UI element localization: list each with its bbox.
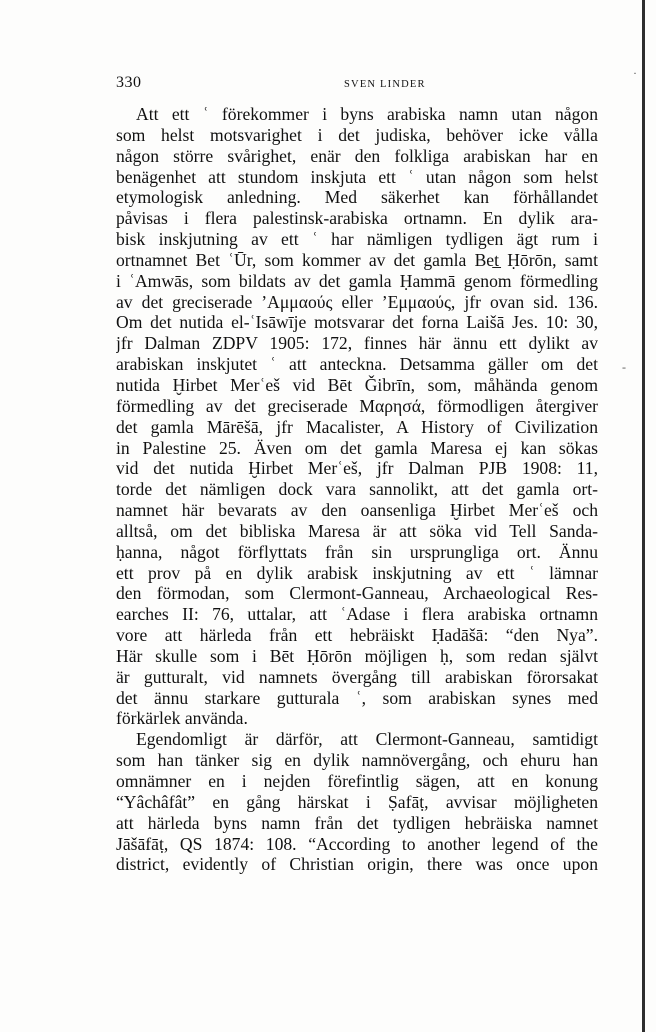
text-line: någon större svårighet, enär den folkliga arabiskan har en [116,145,598,166]
text-line: det gamla Mārēšā, jfr Macalister, A History of Civilization [116,416,598,437]
text-line: är gutturalt, vid namnets övergång till arabiskan förorsakat [116,666,598,687]
text-line: som helst motsvarighet i det judiska, behöver icke vålla [116,124,598,145]
text-line: namnet här bevarats av den oansenliga Ḫirbet Merʿeš och [116,500,598,521]
text-line: Att ett ʿ förekommer i byns arabiska namn utan någon [136,104,598,124]
text-line: i ʿAmwās, som bildats av det gamla Ḥammā genom förmedling [116,270,598,291]
text-line: earches II: 76, uttalar, att ʿAdase i flera arabiska ortnamn [116,604,598,625]
text-line: in Palestine 25. Även om det gamla Maresa ej kan sökas [116,437,598,458]
text-line: det ännu starkare gutturala ʿ, som arabiskan synes med [116,687,598,708]
text-line: etymologisk anledning. Med säkerhet kan förhållandet [116,187,598,208]
text-line: bisk inskjutning av ett ʿ har nämligen tydligen ägt rum i [116,229,598,250]
text-line: jfr Dalman ZDPV 1905: 172, finnes här ännu ett dylikt av [116,333,598,354]
margin-mark: - [622,360,626,374]
text-line: vore att härleda från ett hebräiskt Ḥadāšā: “den Nya”. [116,625,598,646]
text-line: Egendomligt är därför, att Clermont-Ganneau, samtidigt [136,729,598,750]
text-line: torde det nämligen dock vara sannolikt, att det gamla ort- [116,479,598,500]
running-head [116,74,596,96]
text-line: Om det nutida el-ʿIsāwīje motsvarar det forna Laišā Jes. 10: 30, [116,312,598,333]
body-text [116,104,598,875]
text-line: benägenhet att stundom inskjuta ett ʿ utan någon som helst [116,166,598,187]
text-line: ortnamnet Bet ʿŪr, som kommer av det gamla Bet̲ Ḥōrōn, samt [116,249,598,270]
text-line: ett prov på en dylik arabisk inskjutning av ett ʿ lämnar [116,562,598,583]
text-line: arabiskan inskjutet ʿ att anteckna. Detsamma gäller om det [116,354,598,375]
text-line: omnämner en i nejden förefintlig sägen, att en konung [116,771,598,791]
text-line: district, evidently of Christian origin, there was once upon [116,854,598,875]
running-title: SVEN LINDER [344,79,426,90]
text-line: som han tänker sig en dylik namnövergång, och ehuru han [116,750,598,771]
text-line: påvisas i flera palestinsk-arabiska ortnamn. En dylik ara- [116,208,598,229]
text-line: nutida Ḫirbet Merʿeš vid Bēt Ǧibrīn, som, måhända genom [116,374,598,395]
text-line: “Yâchâfât” en gång härskat i Ṣafāṭ, avvisar möjligheten [116,791,598,812]
text-line: Jāšāfāṭ, QS 1874: 108. “According to another legend of the [116,833,598,854]
page-number: 330 [116,74,142,91]
scan-speck: · [633,66,637,80]
text-line: förkärlek använda. [116,708,248,729]
scan-edge [642,0,645,1032]
text-line: Här skulle som i Bēt Ḥōrōn möjligen ḥ, som redan självt [116,645,598,666]
text-line: ḥanna, något förflyttats från sin ursprungliga ort. Ännu [116,541,598,562]
text-line: att härleda byns namn från det tydligen hebräiska namnet [116,812,598,833]
text-line: vid det nutida Ḫirbet Merʿeš, jfr Dalman PJB 1908: 11, [116,458,598,479]
text-line: den förmodan, som Clermont-Ganneau, Archaeological Res- [116,583,598,604]
text-line: av det greciserade ʼΑμμαούς eller ʼΕμμαούς, jfr ovan sid. 136. [116,291,598,312]
text-line: förmedling av det greciserade Μαρησά, förmodligen återgiver [116,395,598,416]
text-line: alltså, om det bibliska Maresa är att söka vid Tell Sanda- [116,520,598,541]
